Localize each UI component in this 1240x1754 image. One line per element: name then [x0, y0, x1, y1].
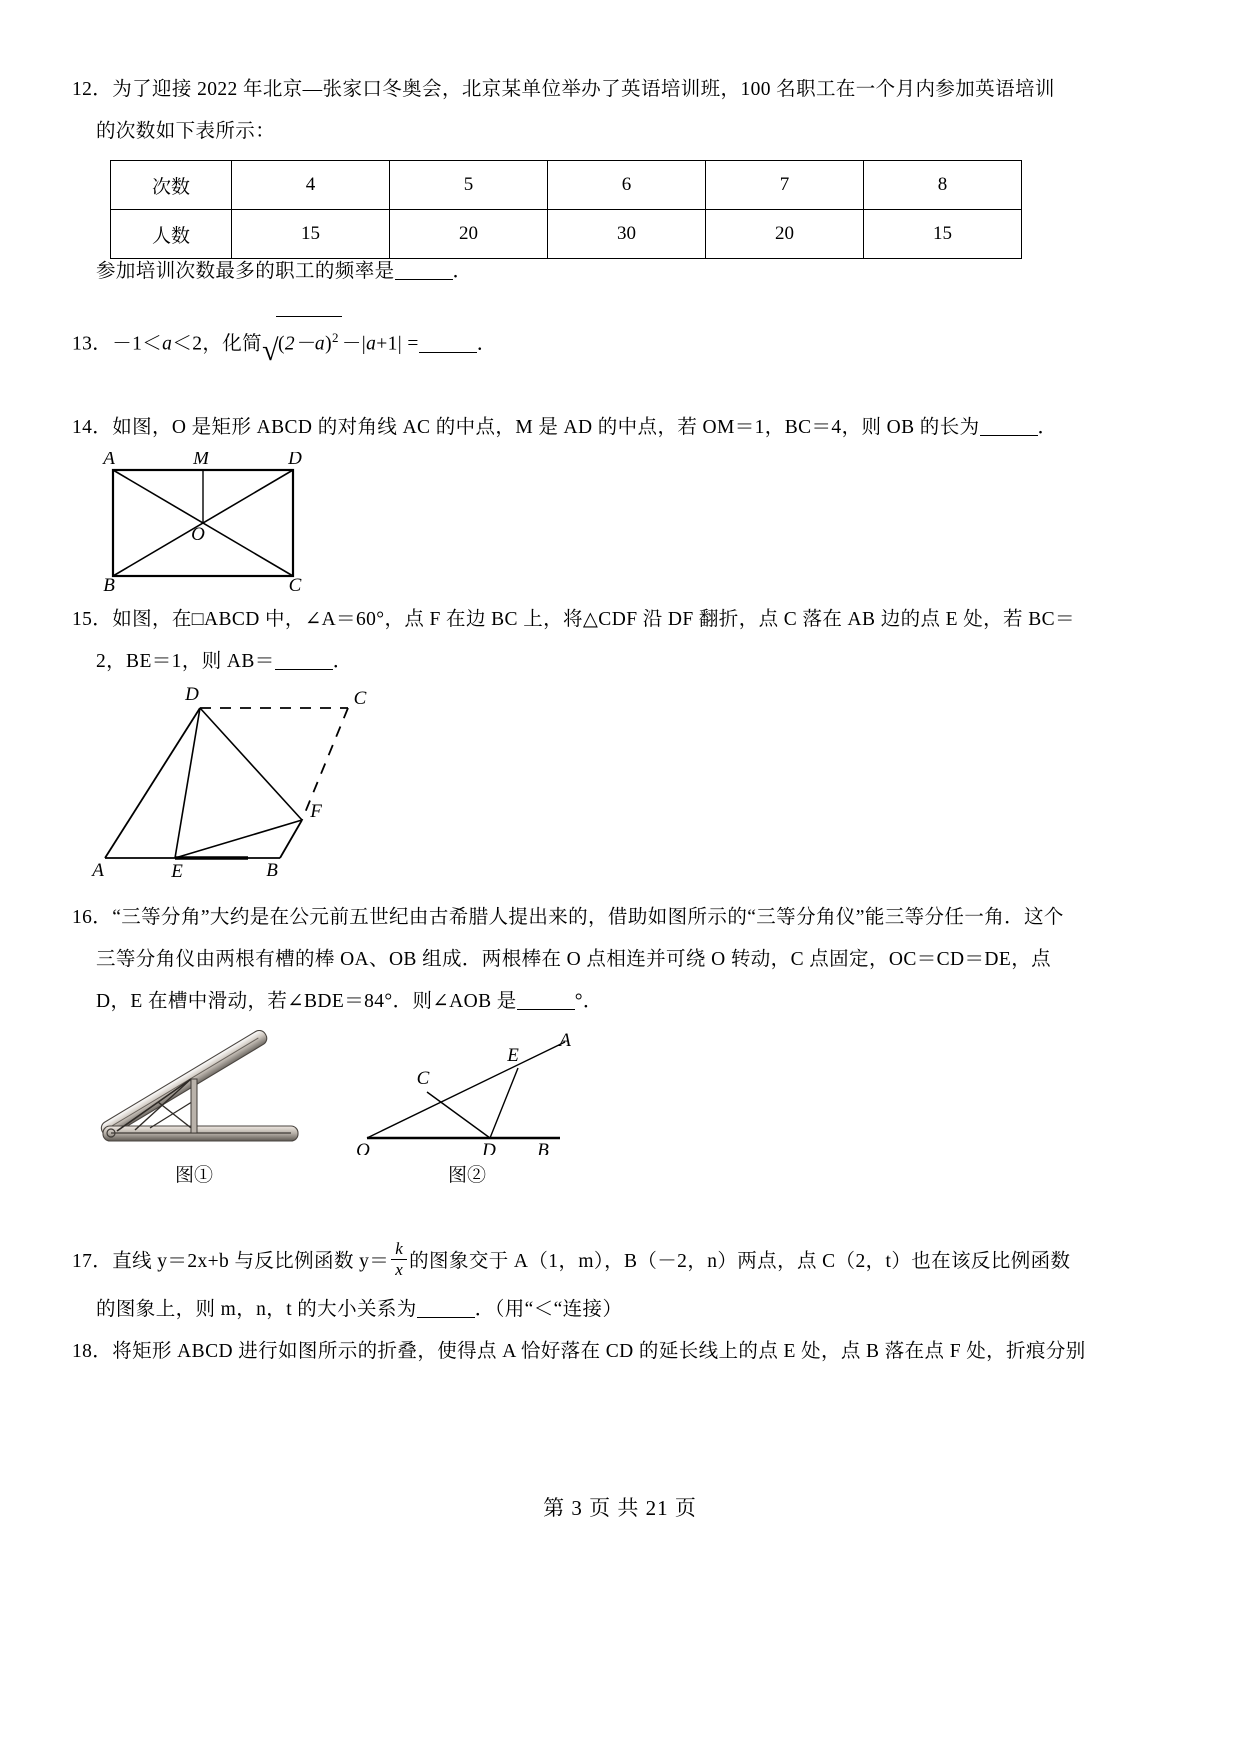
question-12-number: 12．: [72, 79, 113, 100]
label-a: A: [92, 860, 104, 880]
answer-blank-q17[interactable]: [417, 1317, 475, 1318]
question-17-line1: [72, 1240, 1182, 1282]
fraction-k-over-x: [391, 1240, 407, 1279]
table-cell: 8: [864, 161, 1022, 210]
label-e: E: [171, 861, 183, 880]
label-c: C: [288, 575, 302, 592]
question-12-period: ．: [452, 261, 473, 282]
question-14-number: 14．: [72, 417, 113, 438]
question-13-number: 13．: [72, 333, 113, 355]
strut-one: [117, 1079, 191, 1131]
question-14-text: 如图，O 是矩形 ABCD 的对角线 AC 的中点，M 是 AD 的中点，若 OM＝1，BC＝4，则 OB 的长为: [112, 417, 980, 438]
label-a: A: [103, 452, 115, 469]
figure-rectangle-abcd: [95, 452, 325, 592]
segment-df: [200, 708, 302, 820]
question-16-line1: [72, 898, 1182, 938]
table-header-people: 人数: [111, 210, 232, 259]
upper-bar-groove: [109, 1038, 258, 1128]
radicand: [276, 316, 342, 365]
table-cell: 6: [548, 161, 706, 210]
label-b: B: [103, 575, 115, 592]
question-17-text-part2: 的图象交于 A（1，m），B（－2，n）两点，点 C（2，t）也在该反比例函数: [409, 1250, 1071, 1272]
question-15-text-line1: 如图，在□ABCD 中，∠A＝60°，点 F 在边 BC 上，将△CDF 沿 DF 翻折，点 C 落在 AB 边的点 E 处，若 BC＝: [112, 609, 1075, 630]
answer-blank-q12[interactable]: [395, 279, 453, 280]
question-14: [72, 408, 1182, 448]
figure-trisector-device: [95, 1030, 325, 1155]
label-d: D: [482, 1140, 496, 1155]
question-13-pre: －1＜: [112, 333, 163, 355]
table-cell: 5: [390, 161, 548, 210]
label-f: F: [310, 801, 322, 822]
question-15-line2: [96, 642, 1176, 682]
abs-variable: a: [366, 333, 377, 355]
trisector-geometry-svg: [355, 1030, 595, 1155]
label-o: O: [356, 1140, 370, 1155]
question-13-minus: －|: [341, 333, 367, 355]
segment-cf-dashed: [302, 708, 348, 820]
label-b: B: [537, 1140, 549, 1155]
question-13-variable: a: [162, 333, 173, 355]
paren-open: (: [277, 333, 285, 355]
table-cell: 20: [706, 210, 864, 259]
page-footer: [0, 1492, 1240, 1522]
question-16-text-line2: 三等分角仪由两根有槽的棒 OA、OB 组成．两根棒在 O 点相连并可绕 O 转动，C 点固定，OC＝CD＝DE，点: [96, 949, 1052, 970]
table-cell: 4: [232, 161, 390, 210]
figure-parallelogram-abcd: [80, 680, 410, 880]
radical-sign-icon: √: [262, 333, 279, 367]
figure-1-caption: [175, 1160, 213, 1187]
question-12-line3: [96, 252, 1176, 292]
question-13-period: ．: [476, 333, 497, 355]
segment-cd: [427, 1092, 490, 1138]
fraction-numerator: k: [391, 1240, 407, 1260]
rectangle-abcd-svg: [95, 452, 325, 592]
question-17-suffix: ．（用“＜“连接）: [474, 1299, 623, 1320]
table-cell: 15: [232, 210, 390, 259]
question-16-suffix: °．: [574, 991, 603, 1012]
frequency-table: [110, 160, 1022, 259]
question-12-text-line3: 参加培训次数最多的职工的频率是: [96, 261, 395, 282]
question-18-line1: [72, 1332, 1182, 1372]
question-13-abs-tail: +1| =: [376, 333, 419, 355]
table-header-counts: 次数: [111, 161, 232, 210]
answer-blank-q13[interactable]: [419, 352, 477, 353]
label-b: B: [266, 860, 278, 880]
question-16-text-line3: D，E 在槽中滑动，若∠BDE＝84°．则∠AOB 是: [96, 991, 517, 1012]
answer-blank-q14[interactable]: [980, 435, 1038, 436]
figure-1-caption-text: 图①: [175, 1165, 214, 1186]
support-post: [191, 1079, 197, 1133]
label-o: O: [191, 524, 205, 545]
square-root-expression: [262, 320, 342, 369]
question-15-period: ．: [332, 651, 353, 672]
page-footer-text: 第 3 页 共 21 页: [543, 1496, 697, 1520]
question-15-line1: [72, 600, 1182, 640]
question-14-period: ．: [1037, 417, 1058, 438]
question-17-text-part1: 直线 y＝2x+b 与反比例函数 y＝: [112, 1250, 390, 1272]
question-18-number: 18．: [72, 1341, 113, 1362]
segment-de: [490, 1068, 518, 1138]
question-15-number: 15．: [72, 609, 113, 630]
figure-2-caption: [448, 1160, 486, 1187]
label-c: C: [416, 1068, 430, 1089]
figure-trisector-geometry: [355, 1030, 595, 1155]
question-12-line1: [72, 70, 1172, 110]
question-17-line2: [96, 1290, 1186, 1330]
answer-blank-q15[interactable]: [275, 669, 333, 670]
question-16-line3: [96, 982, 1186, 1022]
question-13-mid: ＜2，化简: [172, 333, 263, 355]
question-12-line2: [96, 112, 1176, 152]
figure-2-caption-text: 图②: [448, 1165, 487, 1186]
table-cell: 30: [548, 210, 706, 259]
segment-ad: [105, 708, 200, 858]
answer-blank-q16[interactable]: [517, 1009, 575, 1010]
exponent: 2: [331, 330, 339, 345]
segment-de: [175, 708, 200, 858]
question-18-text-line1: 将矩形 ABCD 进行如图所示的折叠，使得点 A 恰好落在 CD 的延长线上的点 E 处，点 B 落在点 F 处，折痕分别: [112, 1341, 1086, 1362]
label-d: D: [288, 452, 302, 469]
label-c: C: [353, 688, 367, 709]
question-16-line2: [96, 940, 1186, 980]
question-12-text-line1: 为了迎接 2022 年北京―张家口冬奥会，北京某单位举办了英语培训班，100 名职工在一个月内参加英语培训: [112, 79, 1055, 100]
label-e: E: [507, 1045, 519, 1066]
question-17-text-line2: 的图象上，则 m，n，t 的大小关系为: [96, 1299, 417, 1320]
question-16-number: 16．: [72, 907, 113, 928]
question-16-text-line1: “三等分角”大约是在公元前五世纪由古希腊人提出来的，借助如图所示的“三等分角仪”能三等分任一角．这个: [112, 907, 1064, 928]
trisector-device-svg: [95, 1030, 325, 1155]
label-m: M: [193, 452, 209, 469]
table-cell: 15: [864, 210, 1022, 259]
ray-oa: [367, 1042, 565, 1138]
question-17-number: 17．: [72, 1250, 113, 1272]
paren-close: ): [325, 333, 332, 355]
label-d: D: [185, 684, 199, 705]
label-a: A: [559, 1030, 571, 1051]
question-13: [72, 320, 1172, 369]
question-15-text-line2: 2，BE＝1，则 AB＝: [96, 651, 275, 672]
parallelogram-abcd-svg: [80, 680, 410, 880]
table-row-counts: [111, 161, 1022, 210]
fraction-denominator: x: [395, 1259, 404, 1279]
table-cell: 7: [706, 161, 864, 210]
radicand-body: 2－a: [284, 333, 326, 355]
table-cell: 20: [390, 210, 548, 259]
question-12-text-line2: 的次数如下表所示：: [96, 121, 276, 142]
